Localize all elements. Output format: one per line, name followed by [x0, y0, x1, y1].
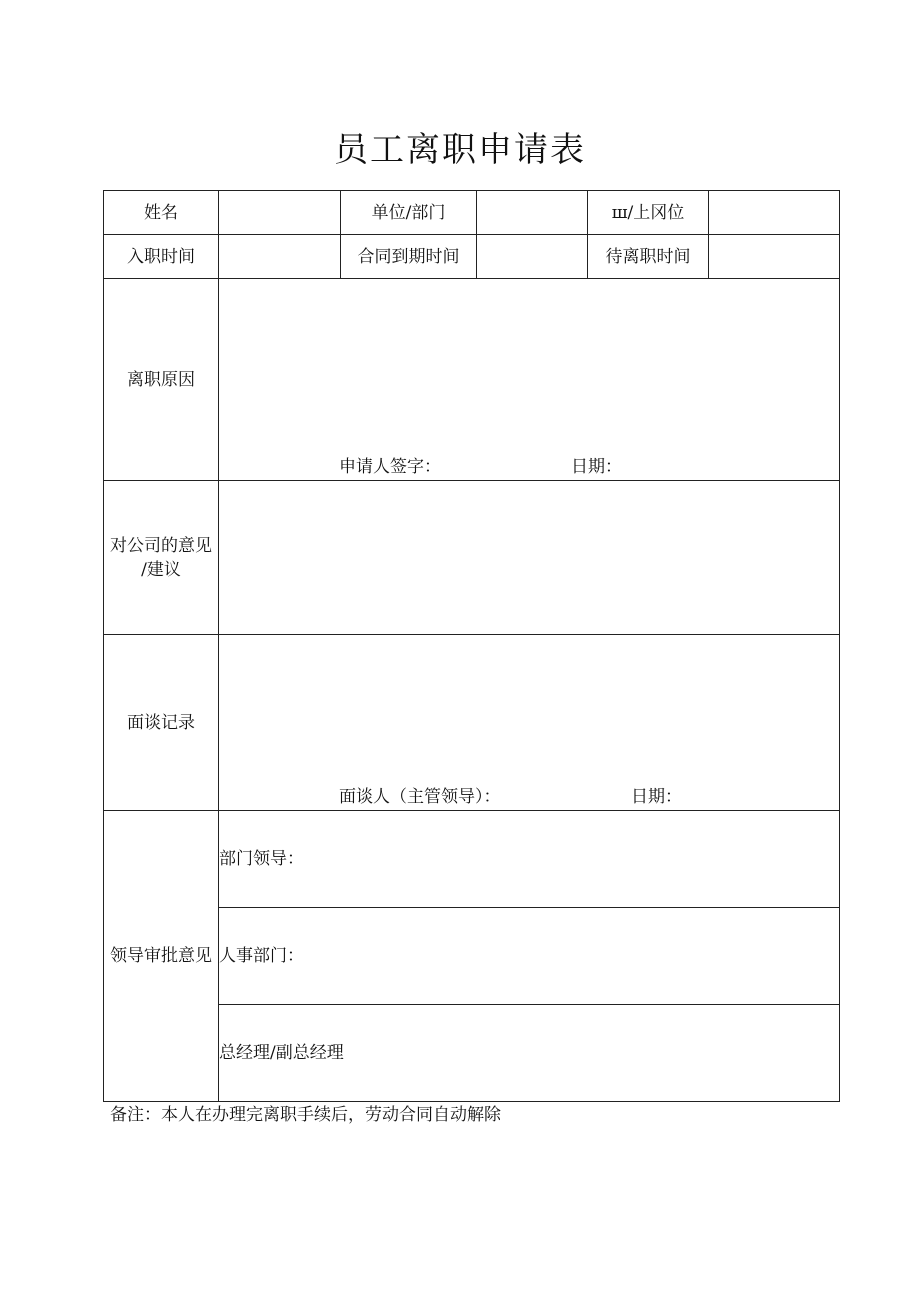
applicant-signature-label: 申请人签字： — [339, 457, 441, 477]
dept-field[interactable] — [477, 191, 588, 235]
name-label: 姓名 — [104, 191, 219, 235]
opinion-label-line2: /建议 — [141, 559, 181, 580]
post-field[interactable] — [709, 191, 840, 235]
opinion-label-line1: 对公司的意见 — [110, 535, 212, 556]
row-opinion — [104, 481, 840, 635]
hr-dept-label: 人事部门： — [219, 946, 304, 966]
opinion-label — [104, 481, 219, 635]
interview-date-label: 日期： — [631, 787, 682, 807]
hr-dept-field[interactable] — [219, 908, 840, 1005]
interview-field[interactable] — [219, 635, 840, 811]
dept-leader-label: 部门领导： — [219, 849, 304, 869]
reason-date-label: 日期： — [571, 457, 622, 477]
contract-end-label: 合同到期时间 — [341, 235, 477, 279]
hire-date-label: 入职时间 — [104, 235, 219, 279]
leave-date-label: 待离职时间 — [588, 235, 709, 279]
reason-signature-line — [219, 454, 839, 480]
reason-field[interactable] — [219, 279, 840, 481]
row-dates — [104, 235, 840, 279]
interview-signature-line — [219, 784, 839, 810]
name-field[interactable] — [219, 191, 341, 235]
dept-label: 单位/部门 — [341, 191, 477, 235]
hire-date-field[interactable] — [219, 235, 341, 279]
post-label: ш/上冈位 — [588, 191, 709, 235]
footer-note: 备注：本人在办理完离职手续后，劳动合同自动解除 — [110, 1105, 501, 1125]
leave-date-field[interactable] — [709, 235, 840, 279]
row-approval-dept — [104, 811, 840, 908]
gm-field[interactable] — [219, 1005, 840, 1102]
row-basic-info — [104, 191, 840, 235]
interviewer-label: 面谈人（主管领导）： — [339, 787, 501, 807]
gm-label: 总经理/副总经理 — [219, 1043, 344, 1063]
approval-label: 领导审批意见 — [104, 811, 219, 1102]
opinion-field[interactable] — [219, 481, 840, 635]
row-reason — [104, 279, 840, 481]
interview-label: 面谈记录 — [104, 635, 219, 811]
reason-label: 离职原因 — [104, 279, 219, 481]
form-title: 员工离职申请表 — [334, 130, 586, 170]
resignation-form-table — [103, 190, 840, 1102]
row-interview — [104, 635, 840, 811]
dept-leader-field[interactable] — [219, 811, 840, 908]
contract-end-field[interactable] — [477, 235, 588, 279]
